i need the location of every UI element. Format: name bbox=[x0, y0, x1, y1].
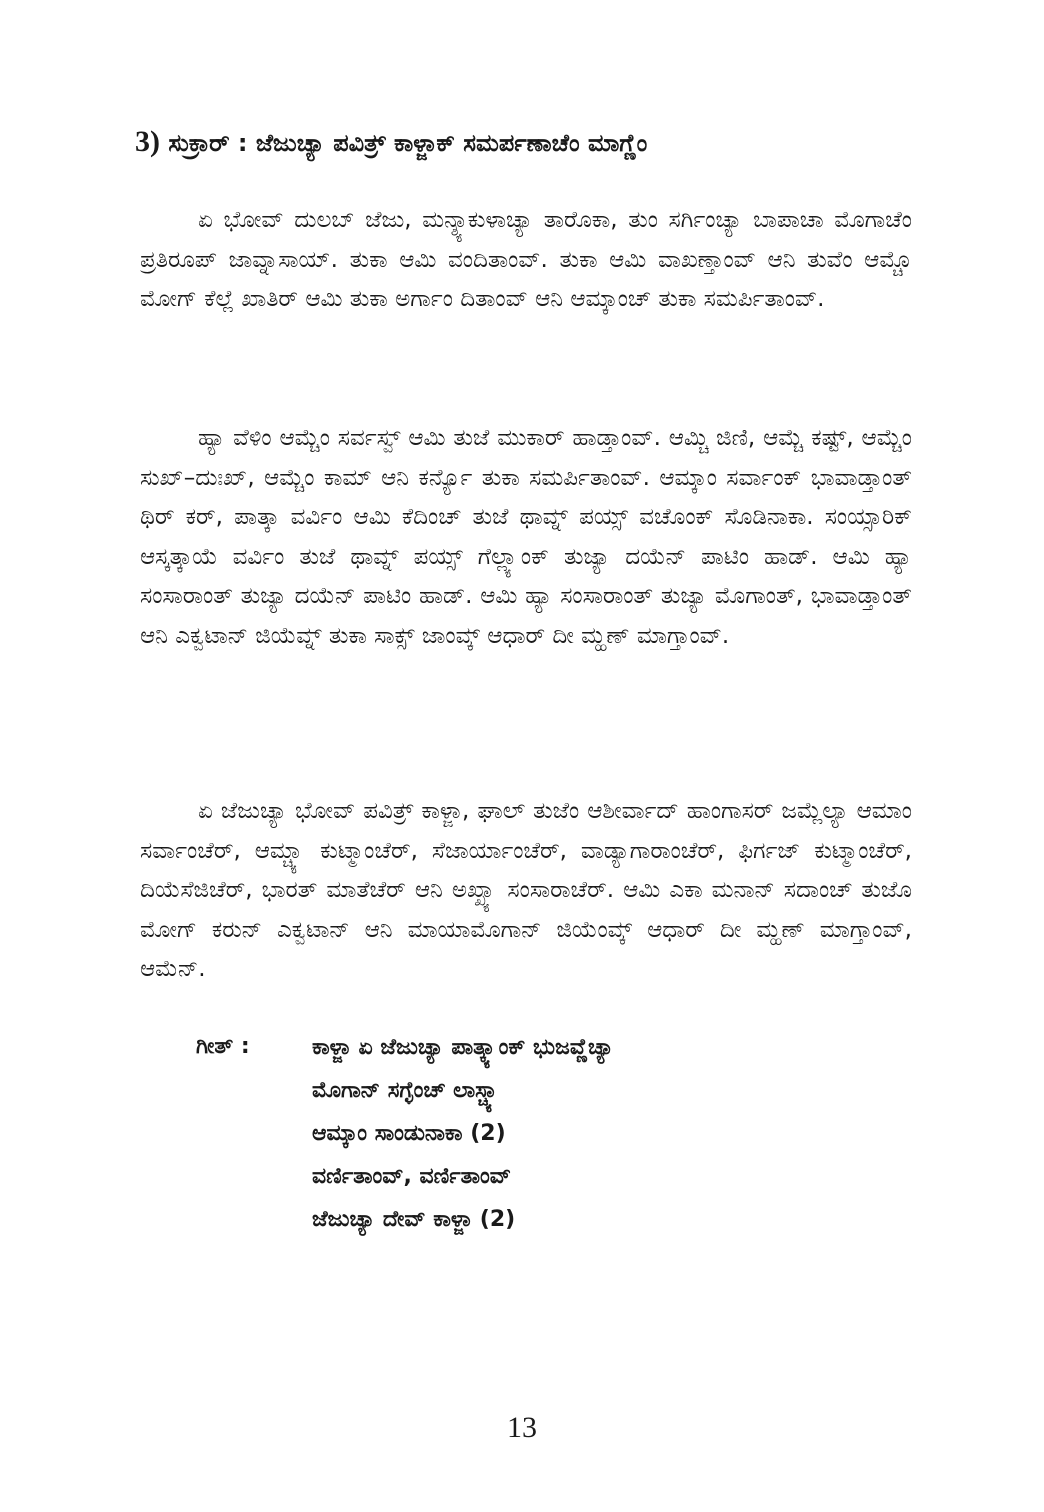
song-line: ಜೆಜುಚ್ಯಾ ದೇವ್ ಕಾಳ್ಜಾ (2) bbox=[312, 1207, 516, 1232]
section-heading bbox=[135, 122, 935, 163]
page-number: 13 bbox=[507, 1411, 537, 1444]
section-title: ಸುಕ್ರಾರ್ : ಜೆಜುಚ್ಯಾ ಪವಿತ್ರ್ ಕಾಳ್ಜಾಕ್ ಸಮರ್ಪಣಾಚೆಂ ಮಾಗ್ಣೆಂ bbox=[168, 129, 648, 157]
song-line: ಕಾಳ್ಜಾ ಏ ಜೆಜುಚ್ಯಾ ಪಾತ್ಕ್ಯಾಂಕ್ ಭುಜವ್ಣೆಚ್ಯಾ bbox=[312, 1035, 614, 1060]
prayer-paragraph-1: ಏ ಭೋವ್ ದುಲಬ್ ಜೆಜು, ಮನ್ಶ್ಯಾಕುಳಾಚ್ಯಾ ತಾರೊಕಾ, ತುಂ ಸರ್ಗಿಂಚ್ಯಾ ಬಾಪಾಚಾ ಮೊಗಾಚೆಂ ಪ್ರತಿರೂಪ್ ಜಾವ್ನಾಸಾಯ್. ತುಕಾ ಆಮಿ ವಂದಿತಾಂವ್. ತುಕಾ ಆಮಿ ವಾಖಣ್ತಾಂವ್ ಆನಿ ತುವೆಂ ಆಮ್ಚೊ ಮೋಗ್ ಕೆಲ್ಲೆ ಖಾತಿರ್ ಆಮಿ ತುಕಾ ಅರ್ಗಾಂ ದಿತಾಂವ್ ಆನಿ ಆಮ್ಕಾಂಚ್ ತುಕಾ ಸಮರ್ಪಿತಾಂವ್. bbox=[140, 207, 912, 312]
song-line: ವರ್ಣಿತಾಂವ್, ವರ್ಣಿತಾಂವ್ bbox=[312, 1164, 512, 1189]
prayer-paragraph-3: ಏ ಜೆಜುಚ್ಯಾ ಭೋವ್ ಪವಿತ್ರ್ ಕಾಳ್ಜಾ, ಘಾಲ್ ತುಜೆಂ ಆಶೀರ್ವಾದ್ ಹಾಂಗಾಸರ್ ಜಮ್ಲೆಲ್ಯಾ ಆಮಾಂ ಸರ್ವಾಂಚೆರ್, ಆಮ್ಚ್ಯಾ ಕುಟ್ಮಾಂಚೆರ್, ಸೆಜಾರ್ಯಾಂಚೆರ್, ವಾಡ್ಯಾಗಾರಾಂಚೆರ್, ಫಿರ್ಗಜ್ ಕುಟ್ಮಾಂಚೆರ್, ದಿಯೆಸೆಜಿಚೆರ್, ಭಾರತ್ ಮಾತೆಚೆರ್ ಆನಿ ಅಖ್ಖ್ಯಾ ಸಂಸಾರಾಚೆರ್. ಆಮಿ ಎಕಾ ಮನಾನ್ ಸದಾಂಚ್ ತುಜೊ ಮೋಗ್ ಕರುನ್ ಎಕ್ವಟಾನ್ ಆನಿ ಮಾಯಾಮೊಗಾನ್ ಜಿಯೆಂವ್ಕ್ ಆಧಾರ್ ದೀ ಮ್ಹಣ್ ಮಾಗ್ತಾಂವ್, ಆಮೆನ್. bbox=[140, 798, 912, 982]
song-label: ಗೀತ್ : bbox=[196, 1034, 250, 1059]
prayer-paragraph-2: ಹ್ಯಾ ವೆಳಿಂ ಆಮ್ಚೆಂ ಸರ್ವಸ್ವ್ ಆಮಿ ತುಜೆ ಮುಕಾರ್ ಹಾಡ್ತಾಂವ್. ಆಮ್ಚಿ ಜಿಣಿ, ಆಮ್ಚೆ ಕಷ್ಟ್, ಆಮ್ಚೆಂ ಸುಖ್–ದುಃಖ್, ಆಮ್ಚೆಂ ಕಾಮ್ ಆನಿ ಕರ್ನ್ಯೊ ತುಕಾ ಸಮರ್ಪಿತಾಂವ್. ಆಮ್ಕಾಂ ಸರ್ವಾಂಕ್ ಭಾವಾಡ್ತಾಂತ್ ಥಿರ್ ಕರ್, ಪಾತ್ಕಾ ವರ್ವಿಂ ಆಮಿ ಕೆದಿಂಚ್ ತುಜೆ ಥಾವ್ನ್ ಪಯ್ಸ್ ವಚೊಂಕ್ ಸೊಡಿನಾಕಾ. ಸಂಯ್ಸಾರಿಕ್ ಆಸ್ಕತ್ಕಾಯೆ ವರ್ವಿಂ ತುಜೆ ಥಾವ್ನ್ ಪಯ್ಸ್ ಗೆಲ್ಲ್ಯಾಂಕ್ ತುಜ್ಯಾ ದಯೆನ್ ಪಾಟಿಂ ಹಾಡ್. ಆಮಿ ಹ್ಯಾ ಸಂಸಾರಾಂತ್ ತುಜ್ಯಾ ದಯೆನ್ ಪಾಟಿಂ ಹಾಡ್. ಆಮಿ ಹ್ಯಾ ಸಂಸಾರಾಂತ್ ತುಜ್ಯಾ ಮೊಗಾಂತ್, ಭಾವಾಡ್ತಾಂತ್ ಆನಿ ಎಕ್ವಟಾನ್ ಜಿಯೆವ್ನ್ ತುಕಾ ಸಾಕ್ಸ್ ಜಾಂವ್ಕ್ ಆಧಾರ್ ದೀ ಮ್ಹಣ್ ಮಾಗ್ತಾಂವ್. bbox=[140, 425, 912, 649]
section-number: 3) bbox=[135, 125, 160, 158]
song-line: ಆಮ್ಕಾಂ ಸಾಂಡುನಾಕಾ (2) bbox=[312, 1121, 506, 1146]
song-line: ಮೊಗಾನ್ ಸಗ್ಳೆಂಚ್ ಲಾಸ್ಚ್ಯಾ bbox=[312, 1078, 501, 1103]
song-lines bbox=[312, 1026, 912, 1241]
